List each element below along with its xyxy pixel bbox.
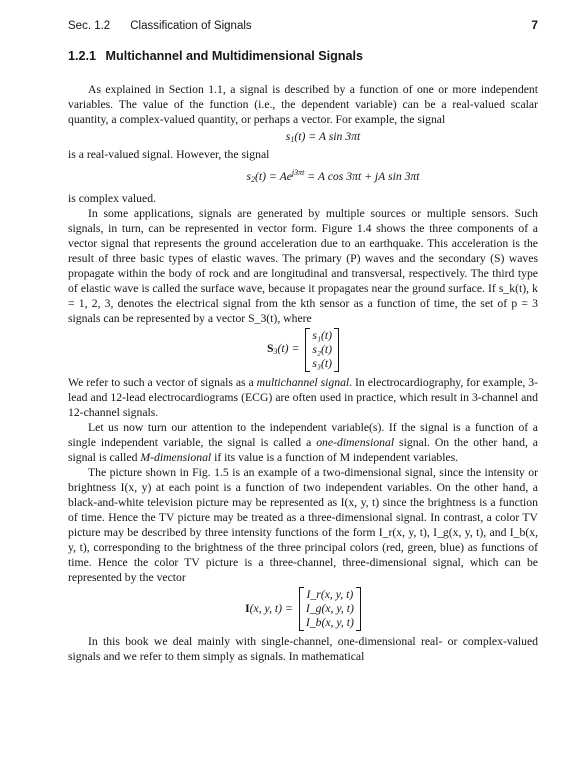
equation-s2-subscript: 2 [251, 175, 256, 184]
vector-i-row-3: I_b(x, y, t) [305, 616, 354, 629]
vector-i-arg: (x, y, t) = [249, 602, 293, 615]
vector-s3-symbol: S [266, 341, 274, 355]
paragraph-7: The picture shown in Fig. 1.5 is an example of a two-dimensional signal, since the intensity or brightness I(x, y) at each point is a function of two independent variables. On the other hand, a black-and-white television picture may be represented as I(x, y, t) since the brightness is a function of time. Hence the TV picture may be treated as a three-dimensional signal. In contrast, a color TV picture may be described by three intensity functions of the form I_r(x, y, t), I_g(x, y, t), and I_b(x, y, t), corresponding to the brightness of the three principal colors (red, green, blue) as functions of time. Hence the color TV picture is a three-channel, three-dimensional signal, which can be represented by the vector [68, 466, 538, 584]
paragraph-2: is a real-valued signal. However, the signal [68, 148, 270, 161]
vector-s3-row-3: s₃(t) [312, 357, 332, 370]
paragraph-1: As explained in Section 1.1, a signal is described by a function of one or more independent variables. The value of the function (i.e., the dependent variable) can be a real-valued scalar quantity, a complex-valued quantity, or perhaps a vector. For example, the signal [68, 83, 538, 126]
paragraph-3: is complex valued. [68, 192, 156, 205]
equation-s2 [68, 165, 538, 187]
vector-s3-arg: (t) = [277, 341, 300, 355]
equation-s1-symbol: s [285, 130, 291, 143]
vector-i-lhs [245, 602, 293, 616]
term-m-dimensional: M-dimensional [140, 451, 212, 464]
paragraph-6-part-b: signal. On the other hand, a signal is called [68, 436, 538, 464]
section-heading [68, 49, 363, 63]
paragraph-6-part-a: Let us now turn our attention to the independent variable(s). If the signal is a function of a single independent variable, the signal is called a [68, 421, 538, 449]
vector-equation-s3 [68, 328, 538, 372]
section-title: Multichannel and Multidimensional Signals [105, 49, 364, 63]
equation-s2-exponent: j3πt [291, 168, 305, 177]
equation-s2-symbol: s [246, 170, 252, 183]
paragraph-6-part-c: if its value is a function of M independent variables. [211, 451, 459, 464]
paragraph-6 [68, 420, 538, 465]
vector-i-row-2: I_g(x, y, t) [305, 602, 354, 615]
vector-s3-row-1: s₁(t) [312, 329, 332, 342]
page-number: 7 [531, 18, 538, 32]
vector-i-symbol: I [245, 602, 250, 615]
vector-i-row-1: I_r(x, y, t) [306, 588, 354, 601]
running-head-title: Classification of Signals [130, 20, 252, 32]
vector-i-matrix [299, 587, 361, 631]
running-head-section: Sec. 1.2 [68, 20, 111, 32]
equation-s2-mid: (t) = Ae [255, 170, 292, 183]
paragraph-5-part-b: . In electrocardiography, for example, 3-lead and 12-lead electrocardiograms (ECG) are often used in practice, which result in 3-channel and 12-channel signals. [68, 376, 538, 419]
equation-s1 [68, 129, 538, 147]
paragraph-5 [68, 375, 538, 420]
paragraph-8: In this book we deal mainly with single-channel, one-dimensional real- or complex-valued signals and we refer to them simply as signals. In mathematical [68, 635, 538, 663]
section-number: 1.2.1 [68, 49, 97, 63]
term-multichannel-signal: multichannel signal [256, 376, 350, 389]
equation-s1-rhs: (t) = A sin 3πt [294, 130, 361, 143]
vector-equation-i [68, 587, 538, 631]
body-text [68, 82, 538, 664]
vector-s3-subscript: 3 [273, 346, 278, 356]
equation-s2-rhs: = A cos 3πt + jA sin 3πt [304, 170, 420, 183]
running-head [68, 18, 538, 32]
paragraph-5-part-a: We refer to such a vector of signals as a [68, 376, 257, 389]
equation-s1-subscript: 1 [290, 135, 295, 144]
paragraph-4: In some applications, signals are generated by multiple sources or multiple sensors. Such signals, in turn, can be represented in vector form. Figure 1.4 shows the three components of a vector signal that represents the ground acceleration due to an earthquake. This acceleration is the result of three basic types of elastic waves. The primary (P) waves and the secondary (S) waves propagate within the body of rock and are longitudinal and transversal, respectively. The third type of elastic wave is called the surface wave, because it propagates near the ground surface. If s_k(t), k = 1, 2, 3, denotes the electrical signal from the kth sensor as a function of time, the set of p = 3 signals can be represented by a vector S_3(t), where [68, 207, 538, 325]
vector-s3-matrix [305, 328, 339, 372]
vector-s3-row-2: s₂(t) [312, 343, 332, 356]
vector-s3-lhs [267, 342, 299, 359]
term-one-dimensional: one-dimensional [316, 436, 395, 449]
